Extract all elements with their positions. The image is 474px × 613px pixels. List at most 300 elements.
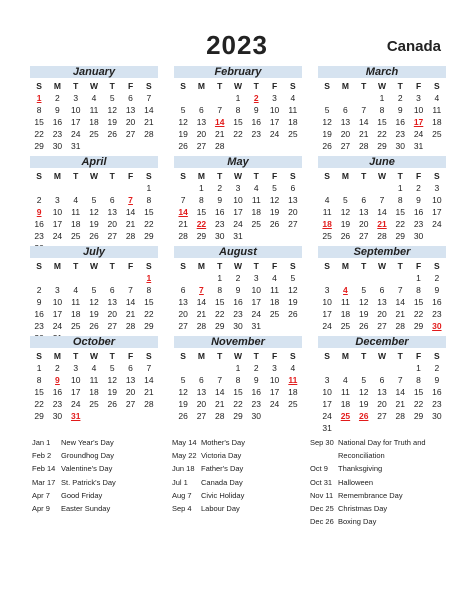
day-cell: 26 xyxy=(340,231,351,241)
day-cell: 23 xyxy=(52,129,63,139)
day-cell: 23 xyxy=(34,321,44,331)
weekday-label: T xyxy=(217,81,223,91)
day-cell: 5 xyxy=(324,105,330,115)
day-cell: 17 xyxy=(70,387,81,397)
day-cell: 19 xyxy=(89,309,99,319)
day-cell: 24 xyxy=(322,411,332,421)
day-cell: 16 xyxy=(432,297,442,307)
empty-day-cell xyxy=(174,272,192,284)
weekday-label: M xyxy=(341,351,349,361)
weekday-label: T xyxy=(397,261,403,271)
weekday-label: T xyxy=(109,261,115,271)
day-cell: 17 xyxy=(251,297,261,307)
day-cell: 18 xyxy=(89,117,99,127)
day-cell: 13 xyxy=(377,297,387,307)
holiday-name: Remembrance Day xyxy=(338,490,403,500)
day-cell: 3 xyxy=(272,93,277,103)
month-june xyxy=(318,156,446,242)
weekday-label: T xyxy=(109,81,115,91)
day-cell: 27 xyxy=(377,411,387,421)
day-cell: 13 xyxy=(196,387,207,397)
day-cell: 4 xyxy=(91,363,97,373)
day-cell: 12 xyxy=(358,297,369,307)
day-cell: 18 xyxy=(269,297,280,307)
day-cell: 26 xyxy=(178,141,188,151)
holiday-date: Jan 1 xyxy=(32,438,51,447)
holiday-date: Oct 9 xyxy=(310,464,328,474)
holiday-day-cell: 17 xyxy=(413,117,424,127)
day-cell: 11 xyxy=(322,207,332,217)
month-december xyxy=(318,336,446,434)
day-cell: 16 xyxy=(251,117,261,127)
day-cell: 10 xyxy=(432,195,442,205)
weekday-label: T xyxy=(73,261,79,271)
day-cell: 25 xyxy=(89,129,99,139)
month-october xyxy=(30,336,158,422)
day-cell: 10 xyxy=(52,207,63,217)
day-cell: 16 xyxy=(395,117,405,127)
weekday-label: T xyxy=(361,261,367,271)
day-cell: 2 xyxy=(217,183,223,193)
day-cell: 16 xyxy=(52,387,63,397)
weekday-label: S xyxy=(145,171,152,181)
holiday-day-cell: 11 xyxy=(288,375,298,385)
month-march xyxy=(318,66,446,152)
day-cell: 29 xyxy=(395,231,405,241)
day-cell: 7 xyxy=(180,195,186,205)
day-cell: 12 xyxy=(322,117,332,127)
holiday-entry xyxy=(32,462,162,475)
day-cell: 31 xyxy=(233,231,243,241)
day-cell: 13 xyxy=(196,117,207,127)
day-cell: 28 xyxy=(125,321,136,331)
holiday-day-cell: 22 xyxy=(196,219,207,229)
day-cell: 19 xyxy=(178,399,188,409)
day-cell: 7 xyxy=(128,285,133,295)
holiday-day-cell: 9 xyxy=(55,375,60,385)
day-cell: 12 xyxy=(178,387,188,397)
day-cell: 22 xyxy=(233,129,243,139)
weekday-label: S xyxy=(145,351,152,361)
day-cell: 14 xyxy=(144,375,154,385)
day-grid xyxy=(318,182,446,242)
empty-day-cell xyxy=(67,182,85,194)
holiday-column-1 xyxy=(32,436,162,515)
day-cell: 6 xyxy=(180,285,186,295)
weekday-label: T xyxy=(217,171,223,181)
day-cell: 28 xyxy=(377,231,387,241)
day-cell: 20 xyxy=(358,219,369,229)
holiday-name: National Day for Truth and Reconciliation xyxy=(338,438,426,461)
weekday-label: M xyxy=(197,261,205,271)
day-cell: 7 xyxy=(217,375,223,385)
day-cell: 9 xyxy=(434,375,440,385)
day-cell: 25 xyxy=(89,399,99,409)
day-cell: 27 xyxy=(288,219,298,229)
day-cell: 28 xyxy=(395,321,405,331)
day-cell: 1 xyxy=(416,363,421,373)
weekday-label: S xyxy=(180,81,186,91)
day-cell: 24 xyxy=(432,219,442,229)
weekday-label: F xyxy=(271,351,278,361)
holiday-entry xyxy=(310,489,460,502)
day-cell: 28 xyxy=(358,141,369,151)
day-cell: 17 xyxy=(432,207,442,217)
day-cell: 9 xyxy=(416,195,421,205)
weekday-label: T xyxy=(397,171,403,181)
day-cell: 16 xyxy=(432,387,442,397)
weekday-label: M xyxy=(197,351,205,361)
month-title: August xyxy=(174,246,302,258)
holiday-entry xyxy=(310,515,460,528)
day-cell: 17 xyxy=(322,309,332,319)
holiday-date: Nov 11 xyxy=(310,490,334,500)
day-cell: 7 xyxy=(146,93,152,103)
day-cell: 2 xyxy=(397,93,403,103)
day-cell: 25 xyxy=(340,321,351,331)
day-cell: 1 xyxy=(397,183,403,193)
day-grid xyxy=(174,362,302,422)
holiday-date: Jul 1 xyxy=(172,477,188,487)
empty-day-cell xyxy=(30,182,48,194)
day-cell: 8 xyxy=(36,105,42,115)
day-cell: 20 xyxy=(107,309,117,319)
weekday-label: S xyxy=(36,81,42,91)
empty-day-cell xyxy=(211,92,229,104)
day-cell: 1 xyxy=(416,273,421,283)
day-cell: 5 xyxy=(109,363,115,373)
empty-day-cell xyxy=(85,272,103,284)
day-cell: 19 xyxy=(340,219,351,229)
weekday-label: M xyxy=(197,171,205,181)
day-cell: 30 xyxy=(214,231,225,241)
day-cell: 29 xyxy=(233,411,243,421)
weekday-header xyxy=(318,260,446,272)
day-cell: 15 xyxy=(413,297,424,307)
weekday-label: T xyxy=(253,81,259,91)
weekday-label: W xyxy=(89,261,98,271)
day-cell: 8 xyxy=(217,285,223,295)
empty-day-cell xyxy=(85,182,103,194)
day-cell: 25 xyxy=(251,219,261,229)
weekday-label: T xyxy=(361,81,367,91)
month-july xyxy=(30,246,158,344)
day-cell: 23 xyxy=(251,399,261,409)
holiday-name: Mother's Day xyxy=(201,438,245,447)
day-cell: 18 xyxy=(288,387,298,397)
day-cell: 21 xyxy=(125,219,136,229)
holiday-entry xyxy=(172,449,302,462)
empty-day-cell xyxy=(391,362,409,374)
weekday-label: T xyxy=(397,351,403,361)
weekday-label: W xyxy=(233,81,242,91)
day-cell: 22 xyxy=(34,399,44,409)
holiday-day-cell: 21 xyxy=(377,219,387,229)
weekday-header xyxy=(174,350,302,362)
holiday-name: St. Patrick's Day xyxy=(61,477,116,487)
day-cell: 5 xyxy=(180,375,186,385)
day-cell: 12 xyxy=(340,207,351,217)
day-cell: 25 xyxy=(432,129,442,139)
holiday-entry xyxy=(172,462,302,475)
weekday-label: T xyxy=(109,351,115,361)
weekday-label: T xyxy=(361,171,367,181)
day-cell: 26 xyxy=(269,219,280,229)
empty-day-cell xyxy=(373,182,391,194)
day-cell: 2 xyxy=(55,93,60,103)
day-cell: 14 xyxy=(395,297,405,307)
day-cell: 8 xyxy=(235,375,241,385)
weekday-label: S xyxy=(180,261,186,271)
day-cell: 26 xyxy=(89,321,99,331)
weekday-label: S xyxy=(36,351,42,361)
weekday-label: M xyxy=(341,261,349,271)
weekday-label: S xyxy=(324,171,330,181)
day-cell: 21 xyxy=(125,309,136,319)
month-title: December xyxy=(318,336,446,348)
day-cell: 13 xyxy=(125,375,136,385)
holiday-entry xyxy=(310,462,460,475)
day-cell: 11 xyxy=(270,285,279,295)
holiday-name: Victoria Day xyxy=(201,451,242,461)
holiday-date: May 14 xyxy=(172,438,197,447)
holiday-name: Civic Holiday xyxy=(201,490,245,500)
day-cell: 23 xyxy=(395,129,405,139)
day-grid xyxy=(318,362,446,434)
day-cell: 30 xyxy=(413,231,424,241)
holiday-day-cell: 14 xyxy=(178,207,188,217)
day-cell: 20 xyxy=(288,207,298,217)
holiday-list xyxy=(0,436,474,546)
day-cell: 14 xyxy=(395,387,405,397)
day-cell: 10 xyxy=(52,297,63,307)
day-cell: 11 xyxy=(251,195,261,205)
empty-day-cell xyxy=(48,182,66,194)
day-grid xyxy=(318,92,446,152)
day-cell: 13 xyxy=(107,207,117,217)
holiday-entry xyxy=(310,502,460,515)
day-cell: 9 xyxy=(253,375,259,385)
day-cell: 15 xyxy=(395,207,405,217)
day-cell: 3 xyxy=(55,195,60,205)
day-grid xyxy=(318,272,446,332)
empty-day-cell xyxy=(355,362,373,374)
day-cell: 7 xyxy=(397,375,403,385)
holiday-day-cell: 1 xyxy=(146,273,152,283)
day-cell: 25 xyxy=(70,321,81,331)
holiday-name: Canada Day xyxy=(201,477,243,487)
weekday-label: W xyxy=(377,261,386,271)
day-cell: 13 xyxy=(377,387,387,397)
day-cell: 27 xyxy=(340,141,351,151)
weekday-label: F xyxy=(127,81,134,91)
weekday-label: M xyxy=(53,81,61,91)
weekday-label: T xyxy=(73,171,79,181)
holiday-day-cell: 14 xyxy=(214,117,225,127)
day-cell: 26 xyxy=(107,129,117,139)
day-cell: 6 xyxy=(109,285,115,295)
day-cell: 1 xyxy=(379,93,385,103)
day-cell: 21 xyxy=(214,399,225,409)
empty-day-cell xyxy=(192,362,210,374)
day-cell: 27 xyxy=(125,129,136,139)
day-cell: 29 xyxy=(144,231,154,241)
day-cell: 23 xyxy=(413,219,424,229)
holiday-name: Halloween xyxy=(338,477,374,487)
day-cell: 6 xyxy=(128,93,133,103)
day-cell: 24 xyxy=(269,129,280,139)
weekday-label: T xyxy=(217,351,223,361)
day-cell: 22 xyxy=(233,399,243,409)
day-cell: 29 xyxy=(34,411,44,421)
weekday-label: S xyxy=(289,261,296,271)
empty-day-cell xyxy=(336,182,354,194)
day-cell: 22 xyxy=(34,129,44,139)
weekday-label: S xyxy=(180,171,186,181)
day-cell: 19 xyxy=(358,309,369,319)
day-cell: 7 xyxy=(379,195,385,205)
day-cell: 14 xyxy=(377,207,387,217)
holiday-day-cell: 18 xyxy=(322,219,332,229)
day-cell: 10 xyxy=(233,195,243,205)
day-cell: 22 xyxy=(395,219,405,229)
day-cell: 24 xyxy=(233,219,243,229)
weekday-header xyxy=(174,260,302,272)
day-cell: 18 xyxy=(89,387,99,397)
day-cell: 27 xyxy=(107,321,117,331)
day-cell: 23 xyxy=(251,129,261,139)
weekday-label: F xyxy=(271,171,278,181)
weekday-header xyxy=(30,80,158,92)
day-cell: 22 xyxy=(214,309,225,319)
day-cell: 25 xyxy=(70,231,81,241)
day-cell: 6 xyxy=(290,183,296,193)
day-cell: 2 xyxy=(416,183,421,193)
holiday-date: Sep 30 xyxy=(310,438,334,447)
day-cell: 28 xyxy=(144,129,154,139)
day-cell: 13 xyxy=(125,105,136,115)
day-cell: 8 xyxy=(146,285,152,295)
empty-day-cell xyxy=(318,182,336,194)
day-cell: 4 xyxy=(253,183,259,193)
holiday-date: Mar 17 xyxy=(32,477,56,487)
day-cell: 14 xyxy=(144,105,154,115)
day-cell: 22 xyxy=(144,219,154,229)
day-cell: 14 xyxy=(125,297,136,307)
holiday-date: Feb 14 xyxy=(32,464,56,474)
day-cell: 12 xyxy=(107,375,117,385)
month-january xyxy=(30,66,158,152)
day-cell: 12 xyxy=(89,207,99,217)
day-cell: 4 xyxy=(73,195,79,205)
holiday-date: May 22 xyxy=(172,451,197,461)
day-cell: 22 xyxy=(377,129,387,139)
day-cell: 25 xyxy=(288,129,298,139)
day-cell: 2 xyxy=(434,363,440,373)
day-cell: 21 xyxy=(395,309,405,319)
weekday-label: M xyxy=(341,171,349,181)
day-cell: 15 xyxy=(144,207,154,217)
holiday-entry xyxy=(172,436,302,449)
day-cell: 25 xyxy=(269,309,280,319)
day-cell: 3 xyxy=(55,285,60,295)
day-cell: 16 xyxy=(34,309,44,319)
day-cell: 19 xyxy=(107,117,117,127)
day-cell: 26 xyxy=(178,411,188,421)
month-september xyxy=(318,246,446,332)
day-cell: 16 xyxy=(251,387,261,397)
holiday-entry xyxy=(172,489,302,502)
day-cell: 24 xyxy=(322,321,332,331)
day-cell: 19 xyxy=(288,297,298,307)
day-cell: 22 xyxy=(144,309,154,319)
empty-day-cell xyxy=(192,272,210,284)
day-cell: 10 xyxy=(251,285,261,295)
day-cell: 24 xyxy=(52,321,63,331)
holiday-date: Apr 9 xyxy=(32,504,50,514)
day-grid xyxy=(30,272,158,344)
day-cell: 19 xyxy=(269,207,280,217)
day-cell: 16 xyxy=(52,117,63,127)
day-grid xyxy=(30,362,158,422)
day-cell: 15 xyxy=(233,387,243,397)
day-grid xyxy=(30,92,158,152)
weekday-label: S xyxy=(289,81,296,91)
day-cell: 29 xyxy=(377,141,387,151)
day-cell: 28 xyxy=(178,231,188,241)
day-cell: 5 xyxy=(361,375,367,385)
weekday-label: W xyxy=(89,351,98,361)
day-cell: 3 xyxy=(272,363,277,373)
holiday-day-cell: 1 xyxy=(36,93,42,103)
day-cell: 19 xyxy=(358,399,369,409)
day-cell: 26 xyxy=(107,399,117,409)
weekday-label: F xyxy=(415,261,422,271)
holiday-name: Father's Day xyxy=(201,464,244,474)
weekday-header xyxy=(174,80,302,92)
day-cell: 2 xyxy=(235,273,241,283)
day-cell: 6 xyxy=(361,195,367,205)
empty-day-cell xyxy=(318,362,336,374)
day-grid xyxy=(30,182,158,254)
empty-day-cell xyxy=(355,92,373,104)
empty-day-cell xyxy=(355,182,373,194)
day-cell: 25 xyxy=(288,399,298,409)
weekday-label: S xyxy=(433,81,440,91)
day-grid xyxy=(174,92,302,152)
weekday-label: F xyxy=(127,351,134,361)
day-cell: 8 xyxy=(416,285,421,295)
day-cell: 11 xyxy=(341,297,350,307)
empty-day-cell xyxy=(30,272,48,284)
day-cell: 29 xyxy=(144,321,154,331)
empty-day-cell xyxy=(121,182,139,194)
day-cell: 11 xyxy=(432,105,442,115)
day-cell: 13 xyxy=(340,117,351,127)
month-title: February xyxy=(174,66,302,78)
holiday-name: Thanksgiving xyxy=(338,464,383,474)
weekday-label: W xyxy=(377,81,386,91)
weekday-label: M xyxy=(53,171,61,181)
day-cell: 10 xyxy=(269,375,280,385)
holiday-name: New Year's Day xyxy=(61,438,114,447)
holiday-name: Good Friday xyxy=(61,490,103,500)
day-cell: 3 xyxy=(324,285,330,295)
day-cell: 28 xyxy=(125,231,136,241)
day-cell: 3 xyxy=(73,363,79,373)
day-cell: 29 xyxy=(413,411,424,421)
weekday-label: W xyxy=(89,81,98,91)
